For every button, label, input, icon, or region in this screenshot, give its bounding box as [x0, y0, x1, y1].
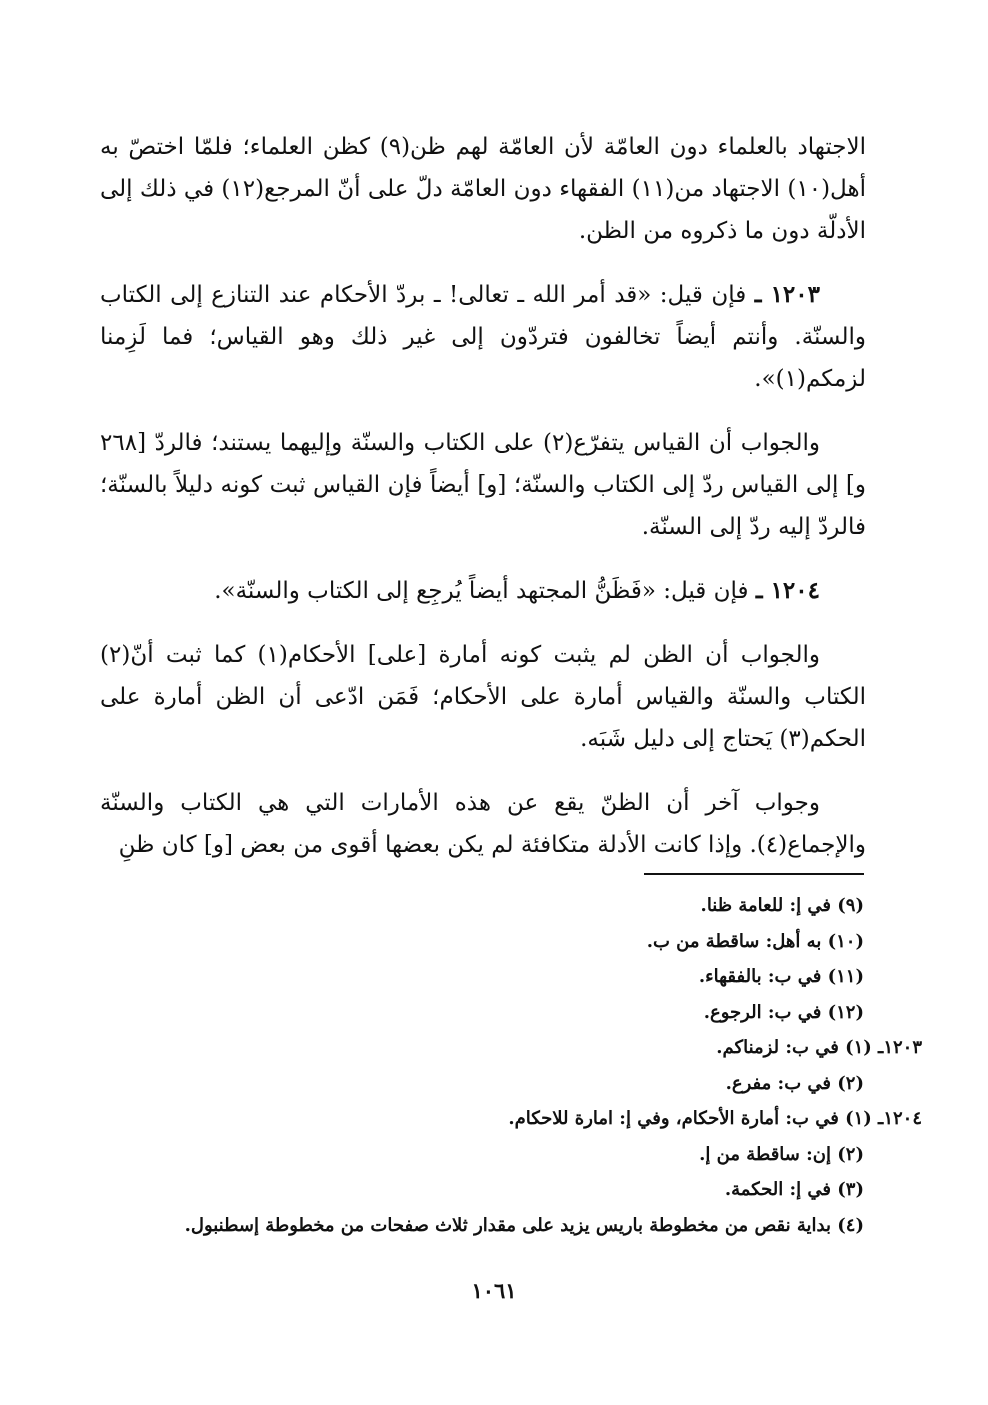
- footnote-1204-4: (٤) بداية نقص من مخطوطة باريس يزيد على مقدار ثلاث صفحات من مخطوطة إسطنبول.: [184, 1214, 864, 1236]
- paragraph-text: فإن قيل: «فَظَنُّ المجتهد أيضاً يُرجِع إلى الكتاب والسنّة».: [214, 578, 749, 604]
- paragraph-text: فإن قيل: «قد أمر الله ـ تعالى! ـ بردّ الأحكام عند التنازع إلى الكتاب والسنّة. وأنتم أيضاً تخالفون فتردّون إلى غير ذلك وهو القياس؛ فما لَزِمنا لزمكم(١)».: [100, 282, 866, 392]
- paragraph-number: ١٢٠٣ ـ: [754, 281, 820, 308]
- footnote-1203-1: ١٢٠٣ـ (١) في ب: لزمناكم.: [716, 1037, 922, 1058]
- paragraph-answer-3: وجواب آخر أن الظنّ يقع عن هذه الأمارات التي هي الكتاب والسنّة والإجماع(٤). وإذا كانت الأدلة متكافئة لم يكن بعضها أقوى من بعض [و] كان ظنِ: [100, 790, 866, 858]
- footnote-1204-1: ١٢٠٤ـ (١) في ب: أمارة الأحكام، وفي إ: امارة للاحكام.: [508, 1108, 922, 1129]
- paragraph-answer-2: والجواب أن الظن لم يثبت كونه أمارة [على] الأحكام(١) كما ثبت أنّ(٢) الكتاب والسنّة والقياس أمارة على الأحكام؛ فَمَن ادّعى أن الظن أمارة على الحكم(٣) يَحتاج إلى دليل شَبَه.: [100, 642, 866, 752]
- paragraph-1204: [100, 570, 866, 612]
- footnote-1203-2: (٢) في ب: مفرع.: [725, 1072, 864, 1094]
- page-number: ١٠٦١: [471, 1278, 517, 1303]
- footnote-10: (١٠) به أهل: ساقطة من ب.: [646, 930, 864, 952]
- footnotes: [100, 888, 922, 1243]
- footnote-12: (١٢) في ب: الرجوع.: [703, 1001, 864, 1023]
- footnote-1204-3: (٣) في إ: الحكمة.: [724, 1179, 864, 1200]
- paragraph-1203: [100, 274, 866, 400]
- footnote-1204-2: (٢) إن: ساقطة من إ.: [699, 1143, 864, 1165]
- footnote-9: (٩) في إ: للعامة ظنا.: [700, 895, 864, 916]
- footnote-11: (١١) في ب: بالفقهاء.: [698, 966, 864, 987]
- paragraph-answer-1: والجواب أن القياس يتفرّع(٢) على الكتاب والسنّة وإليهما يستند؛ فالردّ [٢٦٨ و] إلى القياس ردّ إلى الكتاب والسنّة؛ [و] أيضاً فإن القياس ثبت كونه دليلاً بالسنّة؛ فالردّ إليه ردّ إلى السنّة.: [100, 430, 867, 540]
- paragraph-continuation: الاجتهاد بالعلماء دون العامّة لأن العامّة لهم ظن(٩) كظن العلماء؛ فلمّا اختصّ به أهل(١٠) الاجتهاد من(١١) الفقهاء دون العامّة دلّ على أنّ المرجع(١٢) في ذلك إلى الأدلّة دون ما ذكروه من الظن.: [100, 134, 867, 244]
- main-text: [100, 126, 866, 888]
- paragraph-number: ١٢٠٤ ـ: [755, 577, 820, 604]
- footnote-divider: [644, 873, 864, 875]
